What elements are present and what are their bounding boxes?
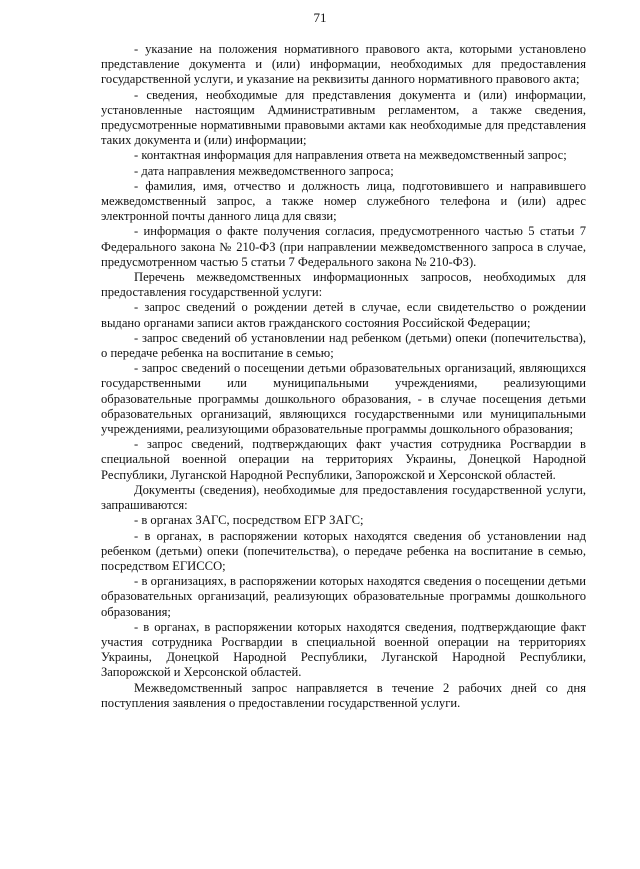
paragraph: - в органах, в распоряжении которых находятся сведения, подтверждающие факт участия сотрудника Росгвардии в специальной военной операции на территориях Украины, Донецкой Народной Республики, Луганской Народной Республики, Запорожской и Херсонской областей. xyxy=(101,619,586,680)
paragraph: - дата направления межведомственного запроса; xyxy=(134,163,394,178)
paragraph: - указание на положения нормативного правового акта, которыми установлено представление документа и (или) информации, необходимых для предоставления государственной услуги, и указание на реквизиты данного нормативного правового акта; xyxy=(101,42,586,87)
paragraph: Перечень межведомственных информационных запросов, необходимых для предоставления государственной услуги: xyxy=(101,270,586,300)
page-number: 71 xyxy=(313,10,327,25)
paragraph: - запрос сведений об установлении над ребенком (детьми) опеки (попечительства), о передаче ребенка на воспитание в семью; xyxy=(101,330,586,361)
paragraph: - в организациях, в распоряжении которых находятся сведения о посещении детьми образовательных организаций, реализующих образовательные программы дошкольного образования; xyxy=(101,574,586,619)
paragraph: - контактная информация для направления ответа на межведомственный запрос; xyxy=(134,148,567,163)
paragraph: - запрос сведений о посещении детьми образовательных организаций, являющихся государственными или муниципальными учреждениями, реализующими образовательные программы дошкольного образования, - в случае посещения детьми образовательных организаций, являющихся государственными или муниципальными учреждениями, реализующими образовательные программы дошкольного образования; xyxy=(101,361,586,437)
paragraph: Межведомственный запрос направляется в течение 2 рабочих дней со дня поступления заявления о предоставлении государственной услуги. xyxy=(101,680,586,710)
paragraph: - запрос сведений о рождении детей в случае, если свидетельство о рождении выдано органами записи актов гражданского состояния Российской Федерации; xyxy=(101,300,586,330)
paragraph: - информация о факте получения согласия, предусмотренного частью 5 статьи 7 Федерального закона № 210-ФЗ (при направлении межведомственного запроса в случае, предусмотренном частью 5 статьи 7 Федерального закона № 210-ФЗ). xyxy=(101,224,586,269)
paragraph: Документы (сведения), необходимые для предоставления государственной услуги, запрашиваются: xyxy=(101,482,586,513)
paragraph: - сведения, необходимые для представления документа и (или) информации, установленные настоящим Административным регламентом, а также сведения, предусмотренные нормативными правовыми актами как необходимые для представления таких документа и (или) информации; xyxy=(101,87,586,148)
paragraph: - в органах, в распоряжении которых находятся сведения об установлении над ребенком (детьми) опеки (попечительства), о передаче ребенка на воспитание в семью, посредством ЕГИССО; xyxy=(101,528,586,573)
document-body xyxy=(101,42,586,711)
paragraph: - в органах ЗАГС, посредством ЕГР ЗАГС; xyxy=(134,513,364,528)
paragraph: - запрос сведений, подтверждающих факт участия сотрудника Росгвардии в специальной военной операции на территориях Украины, Донецкой Народной Республики, Луганской Народной Республики, Запорожской и Херсонской областей. xyxy=(101,437,586,482)
paragraph: - фамилия, имя, отчество и должность лица, подготовившего и направившего межведомственный запрос, а также номер служебного телефона и (или) адрес электронной почты данного лица для связи; xyxy=(101,178,586,224)
